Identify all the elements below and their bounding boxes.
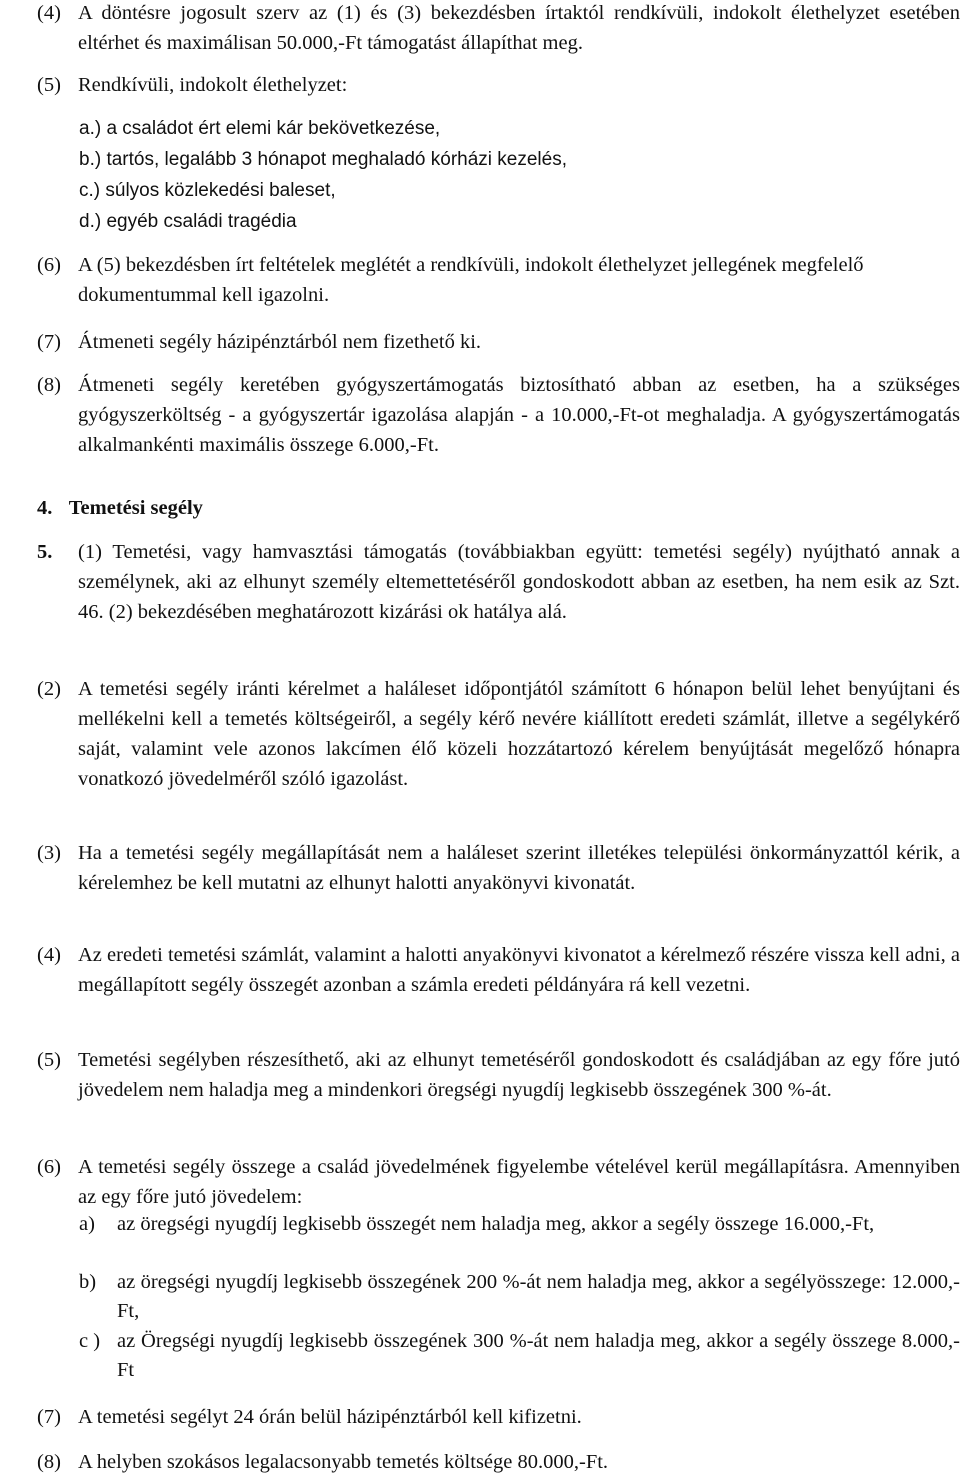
list-item-text: az öregségi nyugdíj legkisebb összegét nem haladja meg, akkor a segély összege 16.000,-Ft, <box>117 1213 875 1235</box>
paragraph-text: Átmeneti segély házipénztárból nem fizethető ki. <box>78 331 482 353</box>
list-item <box>79 1210 960 1268</box>
paragraph-number: (6) <box>37 254 61 276</box>
paragraph-8b <box>37 1447 960 1477</box>
paragraph-text: (1) Temetési, vagy hamvasztási támogatás (továbbiakban együtt: temetési segély) nyújtható annak a személynek, aki az elhunyt személy eltemettetéséről gondoskodott abban az esetben, ha nem esik az Szt. 46. (2) bekezdésében meghatározott kizárási ok hatálya alá. <box>78 541 960 623</box>
paragraph-2 <box>37 674 960 794</box>
list-item-text: az öregségi nyugdíj legkisebb összegének 200 %-át nem haladja meg, akkor a segélyösszege: 12.000,-Ft, <box>117 1271 960 1322</box>
paragraph-number: (8) <box>37 1451 61 1473</box>
paragraph-text: Ha a temetési segély megállapítását nem a haláleset szerint illetékes települési önkormányzattól kérik, a kérelemhez be kell mutatni az elhunyt halotti anyakönyvi kivonatát. <box>78 842 960 894</box>
list-item: a.) a családot ért elemi kár bekövetkezése, <box>79 118 441 139</box>
paragraph-number: (8) <box>37 374 61 396</box>
list-item <box>79 1327 960 1385</box>
list-item: b.) tartós, legalább 3 hónapot meghaladó kórházi kezelés, <box>79 149 567 170</box>
paragraph-5b <box>37 1045 960 1105</box>
section-number: 4. <box>37 497 53 519</box>
paragraph-number: (7) <box>37 1406 61 1428</box>
paragraph-6 <box>37 250 960 310</box>
paragraph-text: Az eredeti temetési számlát, valamint a halotti anyakönyvi kivonatot a kérelmező részére vissza kell adni, a megállapított segély összegét azonban a számla eredeti példányára rá kell vezetni. <box>78 944 960 996</box>
paragraph-number: (4) <box>37 944 61 966</box>
paragraph-text: Rendkívüli, indokolt élethelyzet: <box>78 74 348 96</box>
paragraph-number: (6) <box>37 1156 61 1178</box>
list-item-label: c ) <box>79 1330 101 1352</box>
paragraph-number: (4) <box>37 2 61 24</box>
paragraph-number: (2) <box>37 678 61 700</box>
section-5-paragraph-1 <box>37 537 960 627</box>
list-item-text: az Öregségi nyugdíj legkisebb összegének 300 %-át nem haladja meg, akkor a segély összege 8.000,-Ft <box>117 1330 960 1381</box>
section-heading <box>37 497 203 520</box>
paragraph-8 <box>37 370 960 460</box>
paragraph-number: (5) <box>37 74 61 96</box>
paragraph-text: A döntésre jogosult szerv az (1) és (3) bekezdésben írtaktól rendkívüli, indokolt élethelyzet esetében eltérhet és maximálisan 50.000,-Ft támogatást állapíthat meg. <box>78 2 960 54</box>
paragraph-text: A temetési segélyt 24 órán belül házipénztárból kell kifizetni. <box>78 1406 582 1428</box>
paragraph-number: (3) <box>37 842 61 864</box>
paragraph-text: A temetési segély összege a család jövedelmének figyelembe vételével kerül megállapításra. Amennyiben az egy főre jutó jövedelem: <box>78 1156 960 1208</box>
paragraph-number: (5) <box>37 1049 61 1071</box>
section-lead: 5. <box>37 541 53 563</box>
paragraph-7 <box>37 327 960 357</box>
paragraph-text: Temetési segélyben részesíthető, aki az elhunyt temetéséről gondoskodott és családjában az egy főre jutó jövedelem nem haladja meg a mindenkori öregségi nyugdíj legkisebb összegének 300 %-át. <box>78 1049 960 1101</box>
paragraph-number: (7) <box>37 331 61 353</box>
list-item: c.) súlyos közlekedési baleset, <box>79 180 336 201</box>
list-item <box>79 1268 960 1327</box>
emergency-situations-list <box>79 113 567 237</box>
paragraph-3 <box>37 838 960 898</box>
list-item-label: a) <box>79 1213 95 1235</box>
paragraph-text: A (5) bekezdésben írt feltételek meglétét a rendkívüli, indokolt élethelyzet jellegének megfelelő dokumentummal kell igazolni. <box>78 254 864 306</box>
paragraph-5 <box>37 70 960 100</box>
paragraph-6b <box>37 1152 960 1212</box>
paragraph-text: A helyben szokásos legalacsonyabb temetés költsége 80.000,-Ft. <box>78 1451 609 1473</box>
amount-list <box>79 1210 960 1385</box>
paragraph-4b <box>37 940 960 1000</box>
section-title: Temetési segély <box>68 497 203 519</box>
paragraph-4 <box>37 0 960 58</box>
list-item-label: b) <box>79 1271 97 1293</box>
paragraph-text: Átmeneti segély keretében gyógyszertámogatás biztosítható abban az esetben, ha a szükséges gyógyszerköltség - a gyógyszertár igazolása alapján - a 10.000,-Ft-ot meghaladja. A gyógyszertámogatás alkalmankénti maximális összege 6.000,-Ft. <box>78 374 960 456</box>
list-item: d.) egyéb családi tragédia <box>79 211 297 232</box>
paragraph-7b <box>37 1402 960 1432</box>
paragraph-text: A temetési segély iránti kérelmet a haláleset időpontjától számított 6 hónapon belül lehet benyújtani és mellékelni kell a temetés költségeiről, a segély kérő nevére kiállított eredeti számlát, illetve a segélykérő saját, valamint vele azonos lakcímen élő közeli hozzátartozó kérelem benyújtását megelőző hónapra vonatkozó jövedelméről szóló igazolást. <box>78 678 960 790</box>
